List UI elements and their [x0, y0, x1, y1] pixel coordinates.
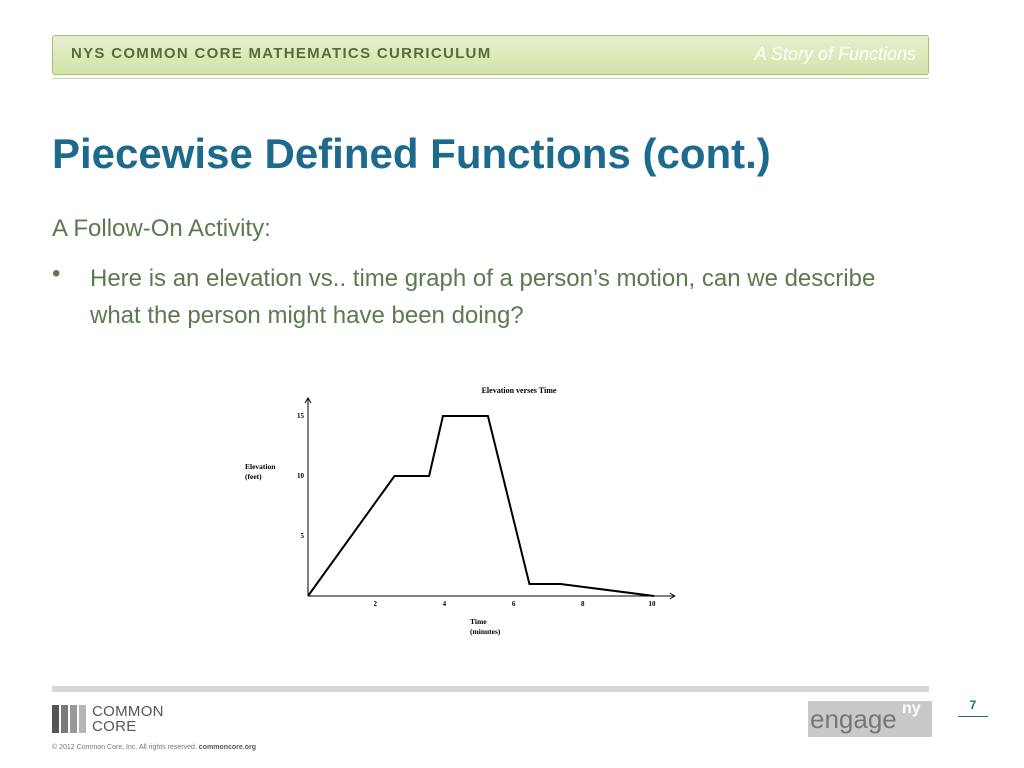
bullet-marker: •	[52, 260, 61, 287]
y-tick-label-10: 10	[297, 472, 304, 480]
y-axis-label-line-1: Elevation	[245, 462, 276, 471]
chart-title: Elevation verses Time	[481, 386, 557, 395]
x-axis-label-line-2: (minutes)	[470, 627, 501, 636]
engage-wordmark: engage	[810, 704, 897, 734]
x-tick-label-2: 2	[373, 600, 377, 608]
slide-subhead: A Follow-On Activity:	[52, 215, 271, 242]
engage-superscript: ny	[902, 700, 921, 717]
copyright-site-link[interactable]: commoncore.org	[198, 744, 256, 751]
logo-bar-3	[70, 705, 77, 733]
logo-bar-2	[61, 705, 68, 733]
curriculum-name: NYS COMMON CORE MATHEMATICS CURRICULUM	[71, 45, 492, 62]
footer-divider	[52, 686, 929, 692]
x-tick-label-6: 6	[511, 600, 516, 608]
logo-text-line-2: CORE	[92, 718, 137, 735]
common-core-logo	[52, 705, 182, 735]
series-line-0	[308, 416, 654, 596]
x-tick-label-8: 8	[581, 600, 585, 608]
page-number-underline	[958, 716, 988, 717]
curriculum-banner	[52, 35, 929, 75]
y-tick-label-5: 5	[300, 532, 304, 540]
chart-axes	[305, 398, 675, 599]
y-tick-label-15: 15	[297, 412, 304, 420]
y-axis-label-line-2: (feet)	[245, 472, 262, 481]
module-name: A Story of Functions	[754, 44, 916, 64]
logo-bar-4	[79, 705, 86, 733]
y-axis-label	[245, 462, 277, 481]
elevation-chart	[240, 362, 680, 648]
x-tick-label-10: 10	[648, 600, 656, 608]
x-axis-label-line-1: Time	[470, 617, 487, 626]
x-axis-label	[470, 617, 501, 636]
logo-bar-1	[52, 705, 59, 733]
copyright-text: © 2012 Common Core, Inc. All rights reserved.	[52, 744, 197, 751]
chart-ticks	[297, 412, 656, 608]
page-number: 7	[969, 698, 977, 712]
engageny-logo	[808, 701, 932, 737]
copyright-notice	[52, 744, 256, 751]
bullet-text: Here is an elevation vs.. time graph of a person’s motion, can we describe what the person might have been doing?	[90, 265, 876, 329]
chart-series	[308, 416, 654, 596]
logo-text	[92, 704, 164, 734]
logo-text-line-1: COMMON	[92, 703, 164, 720]
banner-divider	[52, 78, 929, 79]
slide-title: Piecewise Defined Functions (cont.)	[52, 130, 771, 177]
x-tick-label-4: 4	[442, 600, 447, 608]
